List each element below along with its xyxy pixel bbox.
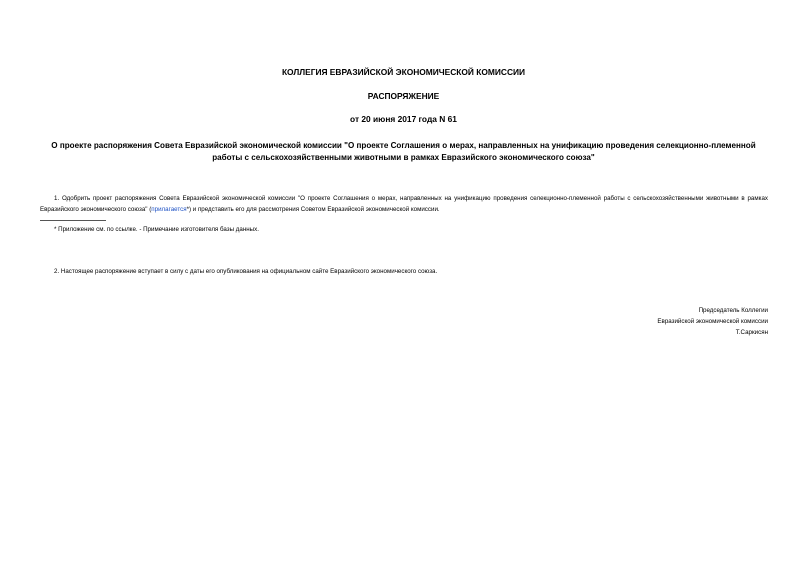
- signature-block: [657, 305, 768, 338]
- signature-organization: Евразийской экономической комиссии: [657, 318, 768, 325]
- org-title: КОЛЛЕГИЯ ЕВРАЗИЙСКОЙ ЭКОНОМИЧЕСКОЙ КОМИССИИ: [281, 67, 526, 77]
- attachment-link[interactable]: прилагается: [151, 206, 187, 213]
- footnote: * Приложение см. по ссылке. - Примечание изготовителя базы данных.: [54, 226, 259, 233]
- paragraph-2: 2. Настоящее распоряжение вступает в силу с даты его опубликования на официальном сайте Евразийского экономического союза.: [54, 268, 438, 275]
- document-subject: О проекте распоряжения Совета Евразийской экономической комиссии "О проекте Соглашения о мерах, направленных на унификацию проведения селекционно-племенной работы с сельскохозяйственными животными в рамках Евразийского экономического союза": [51, 141, 756, 162]
- signature-name: Т.Саркисян: [735, 329, 768, 336]
- footnote-divider: [40, 220, 106, 221]
- paragraph-1-text-start: 1. Одобрить проект распоряжения Совета Евразийской экономической комиссии "О проекте Соглашения о мерах, направленных на унификацию проведения селекционно-племенной работы с сельскохозяйственными животными в рамках Евразийского экономического союза" (: [40, 195, 768, 213]
- document-type: РАСПОРЯЖЕНИЕ: [367, 91, 440, 101]
- signature-position: Председатель Коллегии: [698, 307, 768, 314]
- paragraph-1: [40, 193, 768, 215]
- document-date-number: от 20 июня 2017 года N 61: [350, 114, 457, 124]
- paragraph-1-text-end: *) и представить его для рассмотрения Советом Евразийской экономической комиссии.: [186, 206, 440, 213]
